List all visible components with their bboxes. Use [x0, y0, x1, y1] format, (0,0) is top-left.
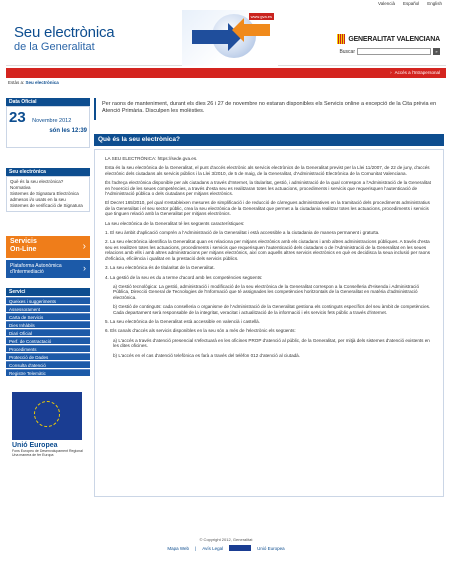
footer-links — [0, 545, 452, 551]
content-paragraph: 6. Els canals d'accés als servicis disponibles en la seu són a més de l'electrònic els següents: — [105, 328, 296, 334]
servei-item-attention-query[interactable]: Consulta d'atenció — [6, 361, 90, 368]
breadcrumb-prefix: Estàs a: — [8, 80, 25, 85]
section-title: Què és la seu electrònica? — [94, 134, 444, 146]
eu-stars-icon — [34, 401, 60, 427]
content-paragraph: Esta és la seu electrònica de la Generalitat, el punt d'accés electrònic als servicis electrònics de la Generalitat previst per la Llei 11/2007, de 22 de juny, d'accés electrònic dels ciutadans als servicis públics i la Llei 3/2010, de 5 de maig, de la Generalitat, d'Administració Electrònica de la Comunitat Valenciana. — [105, 165, 430, 176]
services-online-label: Servicis On-Line — [10, 238, 37, 253]
blue-arrow-icon — [192, 30, 228, 44]
main-content — [94, 98, 444, 497]
language-link-valencia[interactable]: Valencià — [378, 1, 395, 6]
language-link-espanol[interactable]: Español — [402, 1, 420, 6]
seu-link-signature-verification[interactable]: Sistemes de verificació de Signatura — [10, 203, 83, 208]
nav-arrow-icon: › — [390, 70, 392, 75]
left-sidebar — [6, 98, 90, 457]
date-time: són les 12:39 — [49, 128, 87, 134]
date-month-year: Novembre 2012 — [32, 118, 72, 124]
content-paragraph: 3. La seu electrònica és de titularitat de la Generalitat. — [105, 265, 215, 271]
chevron-right-icon: › — [83, 263, 86, 273]
site-subtitle: de la Generalitat — [14, 41, 95, 53]
copyright: © Copyright 2012, Generalitat — [199, 537, 253, 542]
main-nav-bar — [6, 68, 446, 78]
services-online-banner[interactable] — [6, 236, 90, 258]
footer-eu-label: Unió Europea — [257, 545, 285, 551]
search-input[interactable] — [357, 48, 431, 55]
intermediation-platform-label: Plataforma Autonòmica d'Intermediació — [10, 263, 62, 275]
intermediation-platform-banner[interactable] — [6, 260, 90, 278]
site-title[interactable]: Seu electrònica — [14, 24, 115, 41]
content-lead: LA SEU ELECTRÒNICA: https://sede.gva.es. — [105, 156, 198, 161]
seu-link-normativa[interactable]: Normativa — [10, 185, 31, 190]
site-header — [6, 8, 446, 66]
search-bar — [339, 48, 440, 55]
seu-link-what-is[interactable]: Què és la seu electrònica? — [10, 179, 64, 184]
seu-links-list — [6, 176, 90, 212]
eu-subtitle: Fons Europeu de Desenvolupament Regional Una manera de fer Europa — [12, 449, 83, 457]
orange-arrow-icon — [244, 24, 270, 36]
eu-logo-box[interactable] — [6, 392, 90, 457]
gva-url-badge[interactable]: www.gva.es — [250, 14, 272, 19]
eu-mini-flag-icon — [229, 545, 251, 551]
page-footer — [0, 537, 452, 551]
seu-links-box — [6, 168, 90, 212]
servei-menu — [6, 288, 90, 376]
breadcrumb — [8, 80, 59, 85]
servei-item-procedures[interactable]: Procediments — [6, 345, 90, 352]
generalitat-logo[interactable] — [337, 34, 440, 44]
eu-flag-icon — [12, 392, 82, 440]
date-day: 23 — [9, 109, 26, 126]
servei-item-complaints[interactable]: Queixes i suggeriments — [6, 297, 90, 304]
language-link-english[interactable]: English — [427, 1, 442, 6]
content-paragraph: a) L'accés a través d'atenció presencial s'efectuarà en les oficines PROP d'atenció al públic, de la Generalitat, per mitjà dels sistemes d'atenció existents en les dites oficines. — [113, 337, 430, 349]
senyera-icon — [337, 34, 345, 44]
search-label: Buscar — [339, 48, 355, 55]
content-body — [94, 149, 444, 497]
intrapersonal-label: Accés a l'Intrapersonal — [394, 70, 440, 75]
header-hero-graphic — [182, 10, 278, 66]
footer-link-sitemap[interactable]: Mapa Web — [167, 545, 190, 551]
footer-link-legal[interactable]: Avís Legal — [202, 545, 224, 551]
servei-item-advice[interactable]: Assessorament — [6, 305, 90, 312]
official-date-box — [6, 98, 90, 148]
breadcrumb-current[interactable]: Seu electrònica — [25, 80, 59, 85]
content-paragraph: b) L'accés en el cas d'atenció telefònica es farà a través del telèfon 012 d'atenció al ciutadà. — [113, 352, 301, 358]
servei-item-nonworking-days[interactable]: Dies Inhàbils — [6, 321, 90, 328]
content-paragraph: 1. El seu àmbit d'aplicació comprén a l'Administració de la Generalitat i està accessible a la ciutadania de manera permanent i gratuïta. — [105, 230, 380, 236]
maintenance-notice: Per raons de manteniment, durant els dies 26 i 27 de novembre no estaran disponibles els Servicis online a excepció de la Cita prèvia en Atenció Primària. Disculpen les molèsties. — [94, 98, 444, 120]
content-paragraph: b) Gestió de continguts: cada conselleria o organisme de l'Administració de la Generalitat gestiona els continguts específics del seu àmbit de competències. Cada departament serà responsable de la integritat, veracitat i actualització de la informació i els servicis fets públic a través d'internet. — [113, 304, 431, 315]
servei-item-data-protection[interactable]: Protecció de Dades — [6, 353, 90, 360]
servei-item-charter[interactable]: Carta de Servicis — [6, 313, 90, 320]
seu-links-title: Seu electrònica — [6, 168, 90, 176]
search-button[interactable]: » — [433, 48, 440, 55]
content-paragraph: 4. La gestió de la seu es du a terme d'acord amb les competències següents: — [105, 274, 263, 280]
seu-link-signature-systems[interactable]: Sistemes de Signatura Electrònica admesos i/o usats en la seu — [10, 191, 79, 202]
servei-item-telematic-register[interactable]: Registre Telemàtic — [6, 369, 90, 376]
chevron-right-icon: › — [82, 241, 86, 252]
content-paragraph: a) Gestió tecnològica: La gestió, administració i modificació de la seu electrònica de la Generalitat correspon a la Conselleria d'Hisenda i Administració Pública, Direcció General de Tecnologies de l'Informació que té assignades les competències horitzontals de la Generalitat en matèria d'administració electrònica. — [113, 283, 420, 300]
servei-menu-title: Servici — [6, 288, 90, 296]
content-paragraph: 2. La seu electrònica identifica la Generalitat quan es relaciona per mitjans electrònics amb els ciutadans i amb altres administracions públiques. A través d'esta seu es realitzen totes les actuacions, procediments i servicis que requerisquen l'autenticació dels ciutadans o de l'Administració de la Generalitat en les seues relacions amb ells i amb altres administracions per mitjans electrònics, així com aquells altres servicis electrònics en què es decidisca la seua inclusió per raons d'eficàcia, eficiència i qualitat en la prestació dels servicis públics. — [105, 239, 431, 261]
intrapersonal-link[interactable] — [390, 70, 440, 75]
content-paragraph: És l'adreça electrònica disponible per als ciutadans a través d'Internet, la titularitat, gestió, i administració de la qual correspon a l'Administració de la Generalitat en l'exercici de les seues competències, a través d'esta seu es realitzaran totes les actuacions, procediments i servicis que requerisquen l'autenticació de l'Administració pública o dels ciutadans per mitjans electrònics. — [105, 180, 431, 197]
content-paragraph: 5. La seu electrònica de la Generalitat està accessible en valencià i castellà. — [105, 318, 261, 324]
footer-separator: | — [195, 545, 197, 551]
servei-item-contracting-profile[interactable]: Perf. de Contractació — [6, 337, 90, 344]
language-links — [378, 1, 442, 6]
servei-item-official-journal[interactable]: Diari Oficial — [6, 329, 90, 336]
content-paragraph: La seu electrònica de la Generalitat té les següents característiques: — [105, 220, 245, 226]
eu-title: Unió Europea — [12, 442, 58, 449]
official-date-title: Data Oficial — [6, 98, 90, 106]
generalitat-name: GENERALITAT VALENCIANA — [348, 35, 440, 43]
content-paragraph: El Decret 165/2010, pel qual s'estableixen mesures de simplificació i de reducció de càrregues administratives en la tramitació dels procediments administratius de la Generalitat i el seu sector públic, crea la seu electrònica de la Generalitat que permet a la ciutadania realitzar totes les actuacions, procediments i servicis que tinguen relació amb la Generalitat per mitjans electrònics. — [105, 200, 430, 217]
official-date-content — [6, 106, 90, 148]
